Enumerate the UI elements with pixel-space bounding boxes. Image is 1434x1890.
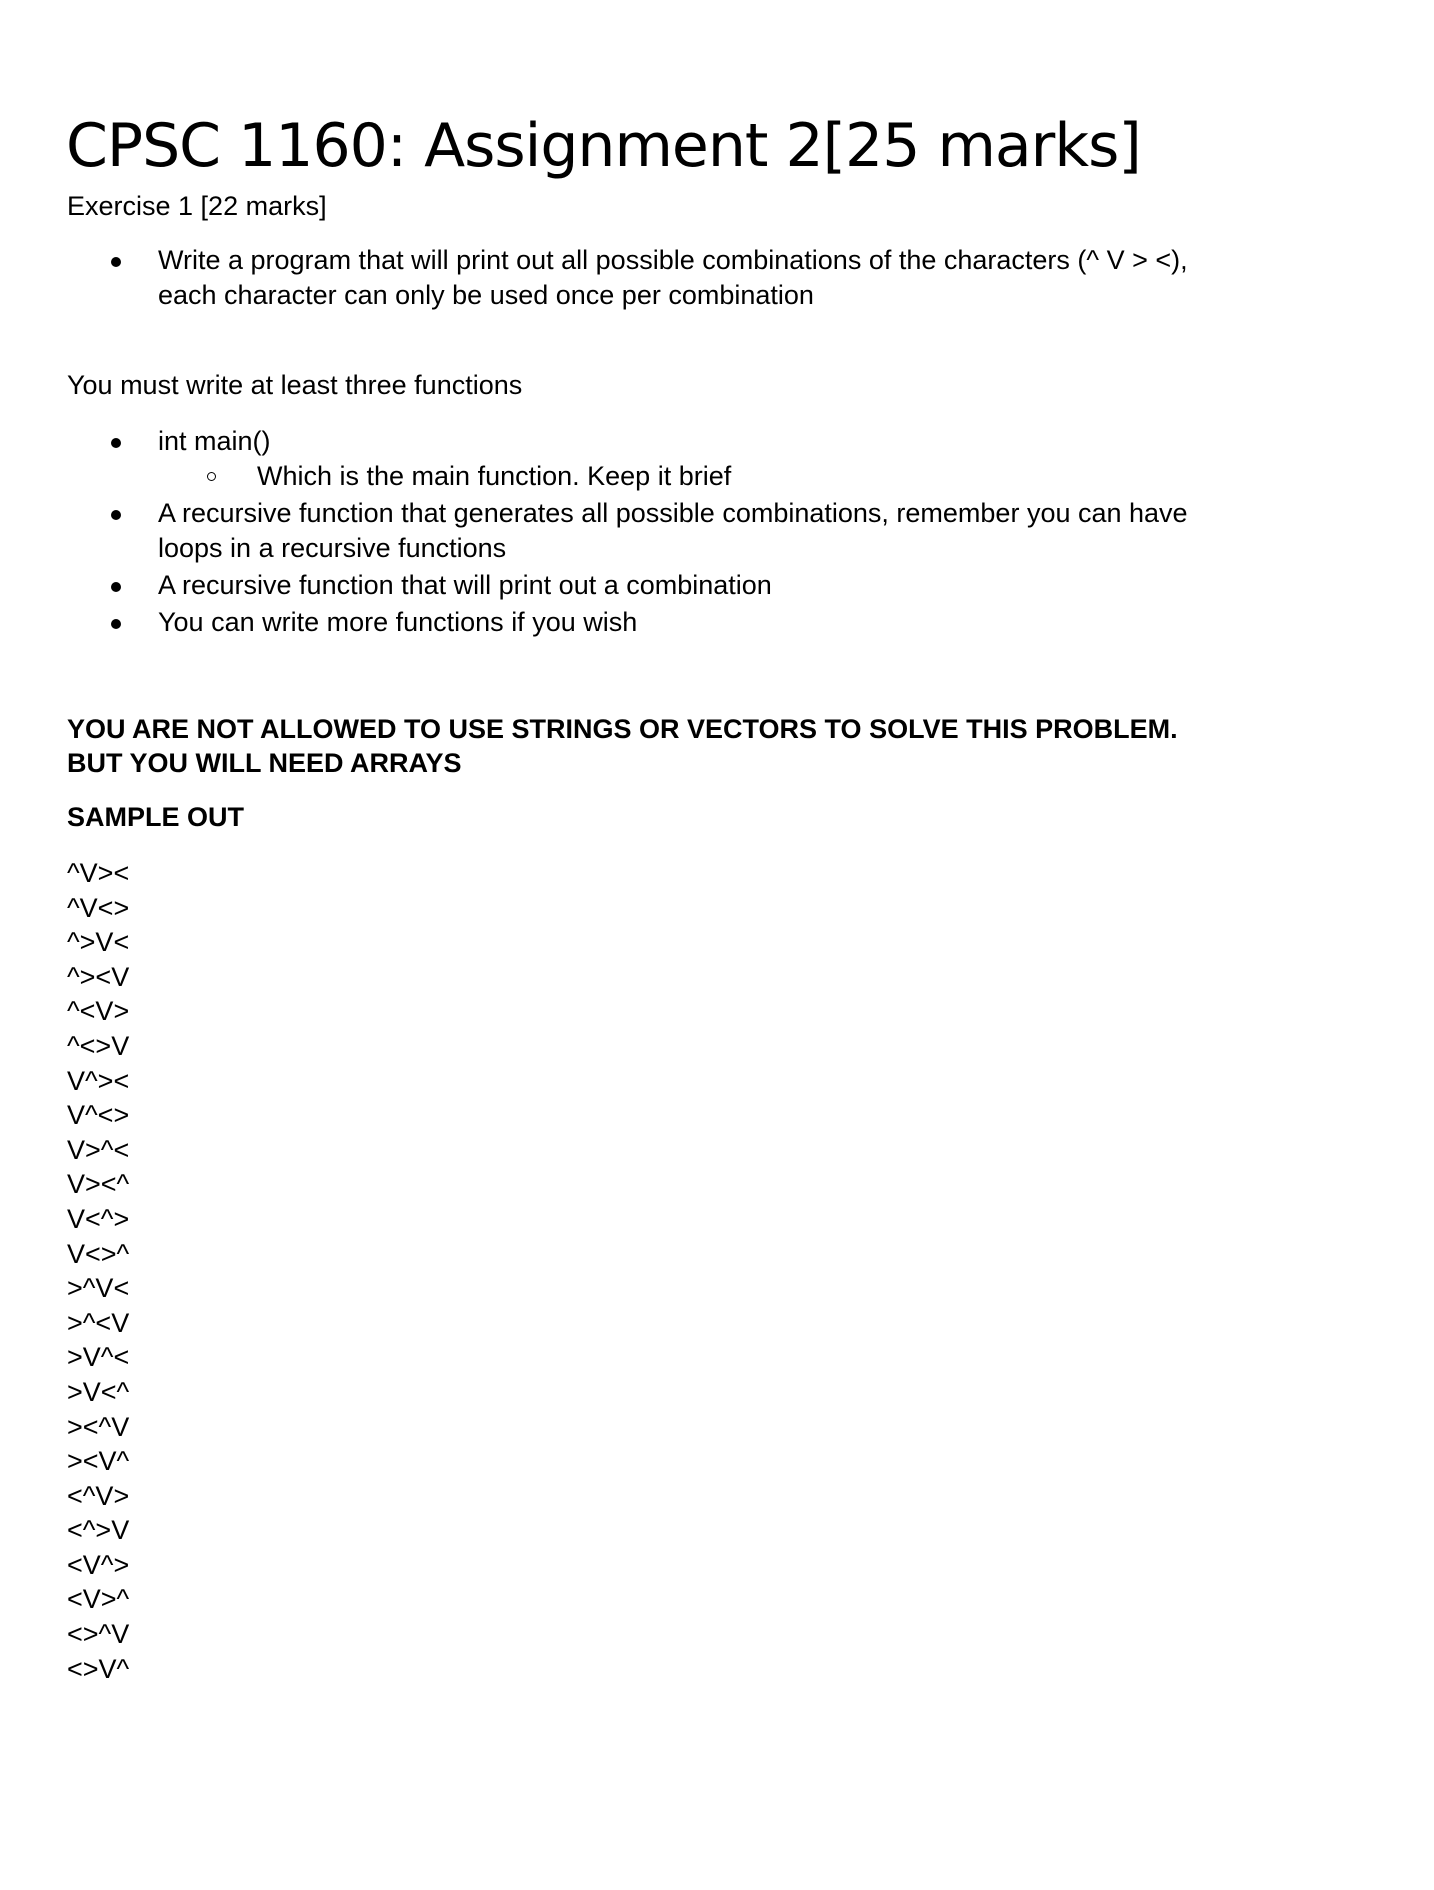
sub-bullet-list [158, 459, 1244, 494]
bullet-icon [111, 619, 121, 629]
restriction-line: BUT YOU WILL NEED ARRAYS [67, 748, 462, 778]
sample-output-line: <>^V [67, 1619, 130, 1650]
sample-output-line: <V^> [67, 1549, 130, 1580]
sample-output-line: ^V<> [67, 892, 130, 923]
functions-bullet-list [0, 424, 1434, 642]
page-title: CPSC 1160: Assignment 2[25 marks] [66, 111, 1141, 181]
list-item [0, 605, 1434, 640]
list-item [0, 424, 1434, 494]
restriction-notice [67, 712, 1307, 780]
list-item-text: A recursive function that generates all possible combinations, remember you can have loops in a recursive functions [158, 498, 1188, 563]
list-item-text: int main() [158, 426, 271, 456]
list-item-text: You can write more functions if you wish [158, 607, 638, 637]
functions-intro: You must write at least three functions [67, 370, 523, 400]
sample-output-line: ><V^ [67, 1446, 130, 1477]
restriction-line: YOU ARE NOT ALLOWED TO USE STRINGS OR VECTORS TO SOLVE THIS PROBLEM. [67, 714, 1178, 744]
exercise-bullet-list [0, 243, 1434, 313]
sample-output-line: ^V>< [67, 858, 130, 888]
list-item-text: A recursive function that will print out a combination [158, 570, 772, 600]
exercise-heading: Exercise 1 [22 marks] [67, 191, 327, 221]
sample-output-line: <>V^ [67, 1653, 130, 1684]
sample-output-line: V<>^ [67, 1238, 130, 1269]
list-item-text: Write a program that will print out all possible combinations of the characters (^ V > <), each character can only be used once per combination [158, 245, 1188, 310]
sample-output-line: ^<V> [67, 996, 130, 1027]
sub-list-item [158, 459, 1244, 494]
bullet-icon [111, 257, 121, 267]
sample-output-line: <V>^ [67, 1584, 130, 1615]
sample-output-line: V^>< [67, 1065, 130, 1096]
bullet-icon [111, 510, 121, 520]
sample-output-line: >^<V [67, 1307, 130, 1338]
list-item [0, 243, 1434, 313]
sample-output-line: ^>V< [67, 927, 130, 958]
sample-output-line: V>^< [67, 1134, 130, 1165]
sample-output-line: <^>V [67, 1515, 130, 1546]
bullet-icon [111, 438, 121, 448]
sample-output-line: ^<>V [67, 1030, 130, 1061]
sample-output-line: V<^> [67, 1203, 130, 1234]
sub-list-item-text: Which is the main function. Keep it brief [257, 461, 732, 491]
sample-output-line: >V^< [67, 1342, 130, 1373]
list-item [0, 568, 1434, 603]
sample-output-line: V><^ [67, 1169, 130, 1200]
sample-output-list [67, 856, 129, 1686]
sample-output-line: ^><V [67, 961, 130, 992]
sample-heading: SAMPLE OUT [67, 802, 245, 832]
list-item [0, 496, 1434, 566]
sample-output-line: >V<^ [67, 1376, 130, 1407]
bullet-icon [111, 582, 121, 592]
circle-bullet-icon [207, 472, 216, 481]
sample-output-line: ><^V [67, 1411, 130, 1442]
sample-output-line: >^V< [67, 1273, 130, 1304]
sample-output-line: V^<> [67, 1100, 130, 1131]
sample-output-line: <^V> [67, 1480, 130, 1511]
